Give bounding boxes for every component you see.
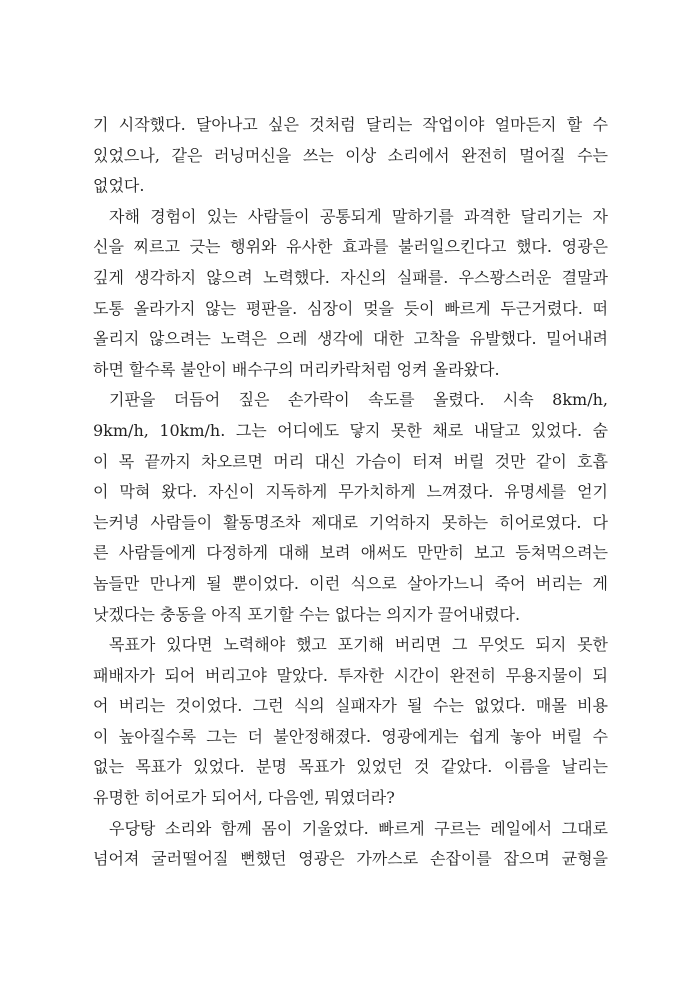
- text-line: 이 높아질수록 그는 더 불안정해졌다. 영광에게는 쉽게 놓아 버릴 수: [93, 726, 608, 746]
- text-line: 이 목 끝까지 차오르면 머리 대신 가슴이 터져 버릴 것만 같이 호흡: [93, 451, 608, 471]
- body-text: [93, 110, 608, 875]
- text-line: 넘어져 굴러떨어질 뻔했던 영광은 가까스로 손잡이를 잡으며 균형을: [93, 849, 608, 869]
- text-line: 기 시작했다. 달아나고 싶은 것처럼 달리는 작업이야 얼마든지 할 수: [93, 115, 608, 134]
- text-line: 른 사람들에게 다정하게 대해 보려 애써도 만만히 보고 등쳐먹으려는: [93, 543, 608, 563]
- paragraph: [93, 110, 608, 202]
- text-line: 이 막혀 왔다. 자신이 지독하게 무가치하게 느껴졌다. 유명세를 얻기: [93, 482, 608, 502]
- text-line: 없었다.: [93, 176, 145, 196]
- text-line: 패배자가 되어 버리고야 말았다. 투자한 시간이 완전히 무용지물이 되: [93, 665, 608, 685]
- text-line: 낫겠다는 충동을 아직 포기할 수는 없다는 의지가 끌어내렸다.: [93, 604, 521, 624]
- text-line: 깊게 생각하지 않으려 노력했다. 자신의 실패를. 우스꽝스러운 결말과: [93, 267, 608, 287]
- text-line: 유명한 히어로가 되어서, 다음엔, 뭐였더라?: [93, 788, 395, 808]
- paragraph: [93, 385, 608, 630]
- text-line: 9km/h, 10km/h. 그는 어디에도 닿지 못한 채로 내달고 있었다. 숨: [93, 420, 608, 440]
- text-line: 없는 목표가 있었다. 분명 목표가 있었던 것 같았다. 이름을 날리는: [93, 757, 608, 777]
- text-line: 올리지 않으려는 노력은 으레 생각에 대한 고착을 유발했다. 밀어내려: [93, 329, 608, 349]
- text-line: 우당탕 소리와 함께 몸이 기울었다. 빠르게 구르는 레일에서 그대로: [109, 818, 608, 838]
- text-line: 하면 할수록 불안이 배수구의 머리카락처럼 엉켜 올라왔다.: [93, 359, 500, 379]
- text-line: 는커녕 사람들이 활동명조차 제대로 기억하지 못하는 히어로였다. 다: [93, 512, 608, 532]
- paragraph: [93, 630, 608, 814]
- text-line: 도통 올라가지 않는 평판을. 심장이 멎을 듯이 빠르게 두근거렸다. 떠: [93, 298, 608, 318]
- text-line: 목표가 있다면 노력해야 했고 포기해 버리면 그 무엇도 되지 못한: [109, 635, 608, 655]
- paragraph: [93, 202, 608, 386]
- paragraph: [93, 814, 608, 875]
- text-line: 자해 경험이 있는 사람들이 공통되게 말하기를 과격한 달리기는 자: [109, 206, 608, 226]
- text-line: 있었으나, 같은 러닝머신을 쓰는 이상 소리에서 완전히 멀어질 수는: [93, 145, 608, 165]
- text-line: 기판을 더듬어 짚은 손가락이 속도를 올렸다. 시속 8km/h,: [109, 390, 608, 410]
- text-line: 놈들만 만나게 될 뿐이었다. 이런 식으로 살아가느니 죽어 버리는 게: [93, 573, 608, 593]
- text-line: 신을 찌르고 긋는 행위와 유사한 효과를 불러일으킨다고 했다. 영광은: [93, 237, 608, 257]
- text-line: 어 버리는 것이었다. 그런 식의 실패자가 될 수는 없었다. 매몰 비용: [93, 696, 608, 716]
